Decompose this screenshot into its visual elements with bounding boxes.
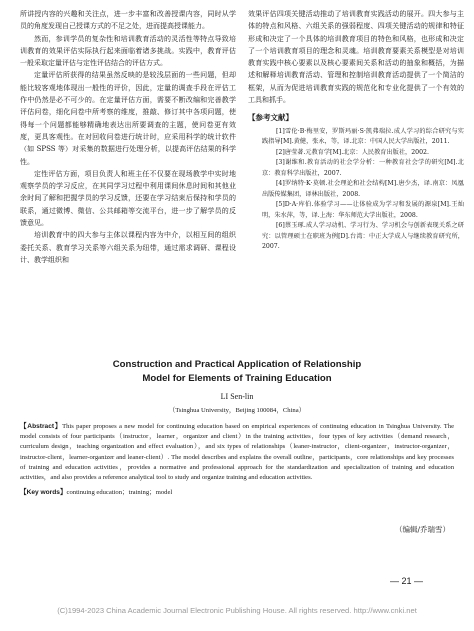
left-paragraph: 然而，参训学员的复杂性和培训教育活动的灵活性等特点导致培训教育的效果评估实际执行起来面临着诸多挑战。实践中，教育评估一般采取定量评估与定性评估结合的评估方式。 xyxy=(20,34,236,68)
reference-item: [2]唐莹著.元教育学[M].北京：人民教育出版社，2002. xyxy=(276,148,429,156)
right-body-column xyxy=(248,8,464,253)
left-paragraph: 所讲授内容的兴趣和关注点，进一步丰富和改善授课内容，同时从学员的角度发现自己授课方式的不足之处，进而提高授课能力。 xyxy=(20,10,236,31)
reference-item: [1]雪伦·B·梅里安，罗斯玛丽·S·凯弗瑞拉.成人学习的综合研究与实践指导[M].黄健，张永，等，译.北京：中国人民大学出版社，2011. xyxy=(262,127,464,146)
keywords xyxy=(20,486,454,496)
reference-item: [5]D·A·库伯.体验学习——让体验成为学习和发展的源泉[M].王灿明，朱水萍，等，译.上海：华东师范大学出版社，2008. xyxy=(262,201,464,219)
keywords-label: 【Key words】 xyxy=(20,489,67,497)
english-title-line-1: Construction and Practical Application of Relationship xyxy=(112,359,362,370)
left-paragraph: 定性评估方面，项目负责人和班主任不仅要在现场教学中实时地观察学员的学习反应，在其同学习过程中利用课间休息时间和其他业余时间了解和把握学员的学习反馈，还要在学习结束后保持和学员的联系，通过微博、微信、公共邮箱等交流平台，进一步了解学员的反馈意见。 xyxy=(20,169,236,228)
author-name: LI Sen-lin xyxy=(220,392,254,401)
abstract-label: 【Abstract】 xyxy=(20,423,63,430)
reference-item: [3]谢维和.教育活动的社会学分析：一种教育社会学的研究[M].北京：教育科学出版社，2007. xyxy=(262,159,464,177)
left-body-column xyxy=(20,8,236,266)
english-title-line-2: Model for Elements of Training Education xyxy=(142,373,332,384)
reference-item: [4]罗纳特·K·莫顿.社会理论和社会结构[M].唐少杰，译.南京：凤凰出版传媒集团，译林出版社，2008. xyxy=(262,180,464,198)
reference-item: [6]蔡玉琢.成人学习动机、学习行为、学习机会与创新表现关系之研究：以管理硕士在职班为例[D].台湾：中正大学成人与继续教育研究所，2007. xyxy=(262,222,464,251)
abstract-text: This paper proposes a new model for continuing education based on empirical experiences of continuing education in Tsinghua University. The model consists of four participants（instructor，learner，organizer and client）in the training activities，four types of key activities（demand research，curriculum design，teaching organization and effect evaluation），and six types of relationships（leaner-instructor，client-organizer，instructor-organizer，instructor-client，learner-organizer and leaner-client）. The model describes and explains the overall outline，participants，core relationships and key processes of training and education activities，provides a normative and professional approach for the standardization and specialization of training and education activities，and also provides a reference analytical tool to study and organize training and education activities. xyxy=(20,423,454,482)
right-paragraph: 效果评估四项关键活动推动了培训教育实践活动的展开。四大参与主体的特点和风格、六组关系的强弱程度、四项关键活动的规律和特征形成和决定了一个具体的培训教育项目的特色和风格，也形成和决定了一个培训教育项目的理念和灵魂。培训教育要素关系模型是对培训教育实践中核心要素以及核心要素间关系和活动的抽象和概括，为描述和解释培训教育活动、管理和控制培训教育活动提供了一个简洁的框架，从而为促进培训教育实践的规范化和专业化提供了一个有效的工具和抓手。 xyxy=(248,10,464,105)
left-paragraph: 定量评估所获得的结果虽然反映的是较浅层面的一些问题，但却能比较客观地体现出一般性的评价，因此，定量的调查手段在评估工作中仍然是必不可少的。在定量评估方面，需要不断改编和完善教学评估问卷，细化问卷中所考察的维度，推敲、修订其中各项问题，使得每一个问题都能够精确地表达出所要调查的主题，使问卷更有效度，更具客观性。在对回收问卷进行统计时，应采用科学的统计软件（如 SPSS 等）对采集的数据进行处理分析，以提高评估结果的科学性。 xyxy=(20,71,236,166)
keywords-text: continuing education；training；model xyxy=(66,489,173,497)
author-affiliation: （Tsinghua University，Beijing 100084，China） xyxy=(168,407,306,414)
copyright-footer: (C)1994-2023 China Academic Journal Electronic Publishing House. All rights reserved. http://www.cnki.net xyxy=(57,606,417,615)
editor-note: （编辑/乔瑞雪） xyxy=(394,525,450,534)
english-abstract-block xyxy=(20,358,454,496)
references-title: 【参考文献】 xyxy=(248,113,293,123)
left-paragraph: 培训教育中的四大参与主体以课程内容为中介，以相互间的组织委托关系、教育学习关系等六组关系为纽带，通过需求调研、课程设计、教学组织和 xyxy=(20,231,236,264)
page-number: — 21 — xyxy=(390,576,424,586)
abstract xyxy=(20,422,454,483)
